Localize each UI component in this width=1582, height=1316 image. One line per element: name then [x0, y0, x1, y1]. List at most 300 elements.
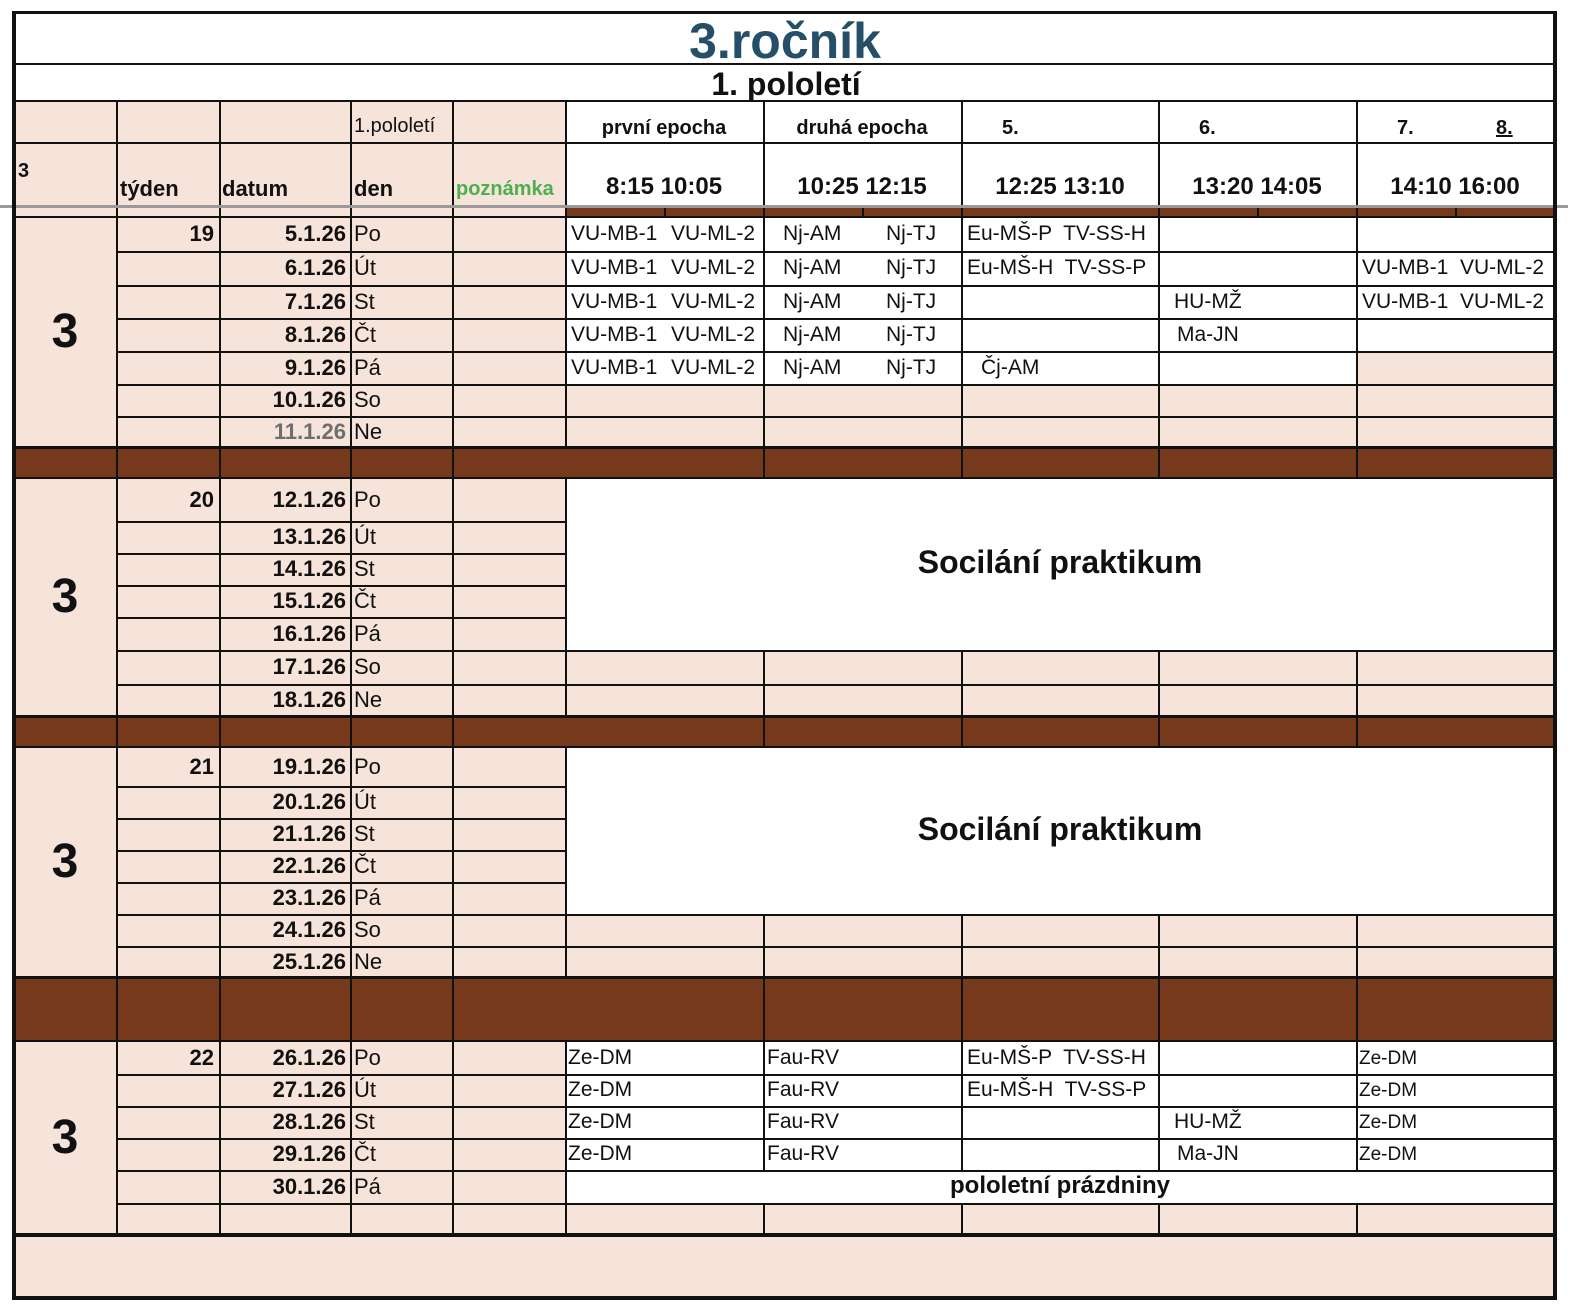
header-col-divider — [961, 101, 963, 217]
header-bottom — [14, 216, 1553, 218]
lesson-epoch2-b: Nj-TJ — [886, 256, 937, 279]
week-class-label: 3 — [51, 835, 79, 888]
lesson-cell — [1356, 318, 1553, 351]
lesson-epoch1: Ze-DM — [568, 1142, 633, 1165]
week-bottom — [14, 446, 1553, 449]
sheet-split-line — [0, 205, 1568, 208]
header-time-2: 10:25 12:15 — [797, 173, 927, 200]
header-time-1: 8:15 10:05 — [605, 173, 723, 200]
row-day: Út — [354, 524, 376, 549]
row-divider — [565, 1106, 1553, 1108]
col-divider — [1158, 1041, 1160, 1074]
col-divider — [350, 478, 352, 716]
col-divider — [1158, 318, 1160, 351]
band-divider — [452, 447, 454, 478]
row-day: So — [354, 654, 381, 679]
col-divider — [565, 251, 567, 285]
band-divider — [961, 447, 963, 478]
header-lesson8: 8. — [1496, 117, 1513, 139]
band-divider — [116, 716, 118, 747]
row-date: 18.1.26 — [272, 687, 346, 712]
lesson-epoch2-b: Nj-TJ — [886, 355, 937, 379]
header-col-divider — [1158, 101, 1160, 217]
lesson-epoch1-a: VU-MB-1 — [571, 355, 658, 379]
row-day: So — [354, 387, 381, 412]
band-divider — [961, 716, 963, 747]
lesson-cell — [1158, 1074, 1356, 1106]
lesson-7-8: Ze-DM — [1359, 1112, 1418, 1133]
col-divider — [763, 1074, 765, 1106]
row-divider — [116, 1106, 565, 1108]
col-divider — [961, 217, 963, 251]
row-day: St — [354, 288, 375, 314]
separator-band — [14, 977, 1553, 1041]
lesson-epoch2: Fau-RV — [767, 1045, 839, 1069]
lesson-epoch1-b: VU-ML-2 — [671, 222, 756, 245]
lesson-epoch2: Fau-RV — [767, 1078, 839, 1101]
col-divider — [961, 1041, 963, 1074]
band-divider — [1158, 716, 1160, 747]
week-class-label: 3 — [51, 570, 79, 623]
row-divider — [116, 1170, 565, 1172]
col-divider — [961, 1074, 963, 1106]
row-divider — [565, 318, 1553, 320]
lesson-epoch2-a: Nj-AM — [783, 355, 842, 379]
header-datum: datum — [222, 176, 288, 201]
row-day: Ne — [354, 687, 383, 712]
col-divider — [763, 318, 765, 351]
col-divider — [961, 416, 963, 447]
col-divider — [565, 650, 567, 684]
header-lesson7: 7. — [1397, 117, 1414, 139]
band-bottom — [14, 477, 1553, 479]
header-col-divider — [1356, 101, 1358, 217]
col-divider — [565, 1074, 567, 1106]
lesson-epoch1-a: VU-MB-1 — [571, 256, 658, 279]
col-divider — [1356, 217, 1358, 251]
row-divider — [565, 1138, 1553, 1140]
border-right — [1553, 11, 1557, 1300]
band-divider — [219, 716, 221, 747]
lesson-epoch1-b: VU-ML-2 — [671, 289, 756, 313]
row-divider — [116, 553, 565, 555]
col-divider — [1158, 684, 1160, 716]
row-day: Ne — [354, 418, 383, 444]
col-divider — [1356, 1106, 1358, 1138]
lesson-5: Eu-MŠ-H TV-SS-P — [967, 1078, 1147, 1101]
row-divider — [116, 1203, 565, 1205]
row-divider — [116, 521, 565, 523]
header-poznamka: poznámka — [456, 178, 554, 200]
row-divider — [565, 416, 1553, 418]
lesson-epoch2-b: Nj-TJ — [886, 322, 937, 346]
row-divider — [565, 946, 1553, 948]
band-divider — [116, 447, 118, 478]
row-day: St — [354, 821, 375, 846]
header-col-divider — [116, 101, 118, 217]
band-divider — [1158, 447, 1160, 478]
band-divider — [1356, 977, 1358, 1041]
lesson-epoch2-a: Nj-AM — [783, 289, 842, 313]
row-day: St — [354, 556, 375, 581]
col-divider — [1158, 914, 1160, 946]
col-divider — [1356, 416, 1358, 447]
row-date: 28.1.26 — [272, 1109, 346, 1134]
col-divider — [1158, 1074, 1160, 1106]
lesson-5: Eu-MŠ-P TV-SS-H — [967, 1045, 1146, 1069]
header-tyden: týden — [120, 176, 179, 201]
band-divider — [1158, 977, 1160, 1041]
row-date: 16.1.26 — [272, 620, 346, 646]
lesson-cell — [1158, 351, 1356, 384]
sheet-title: 3.ročník — [689, 13, 881, 69]
row-day: Pá — [354, 885, 381, 910]
border-bottom — [14, 1296, 1556, 1300]
col-divider — [961, 384, 963, 416]
lesson-epoch2: Fau-RV — [767, 1142, 839, 1165]
lesson-epoch1: Ze-DM — [568, 1045, 633, 1069]
band-divider — [350, 716, 352, 747]
lesson-epoch1-b: VU-ML-2 — [671, 322, 756, 346]
col-divider — [763, 351, 765, 384]
col-divider — [565, 1138, 567, 1170]
band-divider — [1356, 716, 1358, 747]
col-divider — [961, 251, 963, 285]
week-bottom — [14, 715, 1553, 718]
col-divider — [1356, 1074, 1358, 1106]
row-day: Čt — [354, 321, 376, 347]
col-divider — [961, 650, 963, 684]
col-divider — [1158, 650, 1160, 684]
header-lesson5: 5. — [1002, 117, 1019, 139]
separator-band — [14, 447, 1553, 478]
lesson-epoch2-b: Nj-TJ — [886, 289, 937, 313]
col-divider — [565, 1106, 567, 1138]
row-date: 30.1.26 — [272, 1173, 346, 1199]
row-day: Pá — [354, 354, 381, 380]
row-date: 21.1.26 — [272, 821, 346, 846]
band-divider — [219, 977, 221, 1041]
col-divider — [961, 914, 963, 946]
row-divider — [565, 1074, 1553, 1076]
header-col-divider — [763, 101, 765, 217]
lesson-epoch2: Fau-RV — [767, 1110, 839, 1133]
row-divider — [116, 351, 565, 353]
row-day: St — [354, 1109, 375, 1134]
band-divider — [350, 447, 352, 478]
lesson-cell — [1158, 1041, 1356, 1074]
header-col-divider — [350, 101, 352, 217]
lesson-epoch1-b: VU-ML-2 — [671, 256, 756, 279]
band-divider — [763, 716, 765, 747]
row-divider — [565, 684, 1553, 686]
col-divider — [1356, 384, 1358, 416]
col-divider — [1356, 914, 1358, 946]
row-date: 7.1.26 — [284, 288, 346, 314]
header-lesson6: 6. — [1199, 117, 1216, 139]
row-date: 23.1.26 — [272, 885, 346, 910]
row-divider — [116, 684, 565, 686]
col-divider — [1158, 251, 1160, 285]
lesson-cell — [1158, 217, 1356, 251]
row-date: 14.1.26 — [272, 556, 346, 581]
lesson-epoch1-a: VU-MB-1 — [571, 322, 658, 346]
row-day: Po — [354, 753, 381, 779]
col-divider — [1158, 384, 1160, 416]
row-date: 26.1.26 — [272, 1044, 346, 1070]
col-divider — [1158, 946, 1160, 977]
col-divider — [763, 285, 765, 318]
lesson-7-8: VU-MB-1 VU-ML-2 — [1362, 289, 1545, 313]
band-divider — [763, 977, 765, 1041]
band-divider — [452, 716, 454, 747]
col-divider — [565, 351, 567, 384]
lesson-epoch1: Ze-DM — [568, 1110, 633, 1133]
col-divider — [961, 285, 963, 318]
separator-band — [14, 716, 1553, 747]
week-bottom — [14, 976, 1553, 979]
week-number: 21 — [189, 753, 214, 779]
lesson-5: Eu-MŠ-P TV-SS-H — [967, 222, 1146, 245]
row-day: So — [354, 917, 381, 942]
row-divider — [116, 1074, 565, 1076]
row-divider — [565, 1203, 1553, 1205]
footer-top — [14, 1234, 1553, 1237]
lesson-epoch2-a: Nj-AM — [783, 256, 842, 279]
col-divider — [763, 1106, 765, 1138]
header-time-4: 13:20 14:05 — [1192, 173, 1322, 200]
header-col-divider — [219, 101, 221, 217]
row-divider — [116, 318, 565, 320]
row-date: 11.1.26 — [273, 418, 346, 444]
col-divider — [1356, 351, 1358, 384]
col-divider — [1356, 251, 1358, 285]
lesson-cell — [565, 1138, 1158, 1170]
lesson-6: HU-MŽ — [1174, 289, 1242, 313]
col-divider — [1158, 416, 1160, 447]
lesson-7-8: Ze-DM — [1359, 1144, 1418, 1165]
lesson-7-8: VU-MB-1 VU-ML-2 — [1362, 256, 1545, 279]
band-divider — [350, 977, 352, 1041]
row-divider — [116, 850, 565, 852]
row-divider — [116, 285, 565, 287]
col-divider — [763, 1041, 765, 1074]
row-date: 10.1.26 — [272, 387, 346, 412]
col-divider — [1356, 684, 1358, 716]
band-divider — [452, 977, 454, 1041]
col-divider — [219, 478, 221, 716]
col-divider — [452, 478, 454, 716]
week-class-label: 3 — [51, 1110, 79, 1164]
row-divider — [565, 650, 1553, 652]
col-divider — [763, 251, 765, 285]
row-divider — [116, 818, 565, 820]
col-divider — [763, 946, 765, 977]
lesson-5: Eu-MŠ-H TV-SS-P — [967, 256, 1147, 279]
lesson-cell — [1158, 251, 1356, 285]
footer-area — [14, 1236, 1553, 1297]
col-divider — [565, 318, 567, 351]
row-day: Út — [354, 1077, 376, 1102]
col-divider — [763, 1203, 765, 1234]
band-bottom — [14, 746, 1553, 748]
lesson-cell — [1356, 217, 1553, 251]
col-divider — [350, 747, 352, 977]
row-divider — [116, 585, 565, 587]
lesson-6: Ma-JN — [1177, 322, 1239, 346]
header-class-number: 3 — [18, 160, 30, 182]
row-date: 15.1.26 — [272, 588, 346, 613]
col-divider — [565, 914, 567, 946]
lesson-5: Čj-AM — [981, 355, 1040, 379]
holiday-label: pololetní prázdniny — [950, 1171, 1170, 1199]
col-divider — [219, 747, 221, 977]
row-divider — [116, 786, 565, 788]
col-divider — [116, 747, 118, 977]
sheet-subtitle: 1. pololetí — [711, 66, 861, 102]
col-divider — [565, 217, 567, 251]
row-date: 19.1.26 — [272, 753, 346, 779]
lesson-7-8: Ze-DM — [1359, 1080, 1418, 1101]
col-divider — [763, 416, 765, 447]
lesson-epoch2-a: Nj-AM — [783, 322, 842, 346]
col-divider — [452, 747, 454, 977]
lesson-epoch1-b: VU-ML-2 — [671, 355, 756, 379]
row-day: Čt — [354, 588, 376, 613]
row-day: Pá — [354, 620, 381, 646]
band-divider — [219, 447, 221, 478]
col-divider — [763, 914, 765, 946]
lesson-epoch1-a: VU-MB-1 — [571, 222, 658, 245]
row-date: 13.1.26 — [272, 524, 346, 549]
row-date: 29.1.26 — [272, 1141, 346, 1166]
col-divider — [565, 384, 567, 416]
row-date: 9.1.26 — [284, 354, 346, 380]
row-day: Út — [354, 789, 376, 814]
lesson-6: HU-MŽ — [1174, 1110, 1242, 1133]
col-divider — [1356, 1041, 1358, 1074]
banner-label: Socilání praktikum — [917, 810, 1203, 847]
col-divider — [961, 1138, 963, 1170]
col-divider — [961, 1106, 963, 1138]
col-divider — [565, 1041, 567, 1074]
col-divider — [961, 351, 963, 384]
row-day: Út — [354, 255, 376, 280]
row-divider — [116, 1138, 565, 1140]
row-day: Čt — [354, 853, 376, 878]
header-epoch1: první epocha — [601, 117, 727, 139]
lesson-epoch2-b: Nj-TJ — [886, 222, 937, 245]
col-divider — [763, 217, 765, 251]
row-divider — [565, 384, 1553, 386]
header-epoch2: druhá epocha — [796, 117, 928, 139]
col-divider — [565, 478, 567, 650]
row-day: Čt — [354, 1141, 376, 1166]
band-divider — [1356, 447, 1358, 478]
row-date: 8.1.26 — [284, 321, 346, 347]
row-divider — [565, 914, 1553, 916]
row-date: 6.1.26 — [284, 255, 346, 280]
row-divider — [565, 251, 1553, 253]
col-divider — [565, 747, 567, 914]
header-col-divider — [565, 101, 567, 217]
row-day: Ne — [354, 948, 383, 974]
row-day: Po — [354, 221, 381, 246]
row-date: 27.1.26 — [272, 1077, 346, 1102]
row-divider — [116, 650, 565, 652]
header-row-divider — [14, 142, 1553, 144]
col-divider — [961, 1203, 963, 1234]
col-divider — [116, 478, 118, 716]
col-divider — [1158, 1106, 1160, 1138]
col-divider — [565, 1203, 567, 1234]
col-divider — [1356, 318, 1358, 351]
lesson-epoch2-a: Nj-AM — [783, 222, 842, 245]
row-date: 12.1.26 — [272, 486, 346, 512]
col-divider — [1356, 650, 1358, 684]
row-date: 20.1.26 — [272, 789, 346, 814]
lesson-7-8: Ze-DM — [1359, 1047, 1418, 1069]
row-divider — [116, 251, 565, 253]
banner-label: Socilání praktikum — [917, 544, 1203, 580]
band-bottom — [14, 1040, 1553, 1042]
row-divider — [565, 351, 1553, 353]
col-divider — [565, 1170, 567, 1203]
row-date: 24.1.26 — [272, 917, 346, 942]
row-date: 22.1.26 — [272, 853, 346, 878]
col-divider — [565, 946, 567, 977]
band-divider — [763, 447, 765, 478]
col-divider — [1356, 946, 1358, 977]
week-number: 19 — [189, 221, 214, 246]
col-divider — [763, 650, 765, 684]
row-day: Po — [354, 486, 381, 512]
col-divider — [1356, 1138, 1358, 1170]
row-divider — [116, 617, 565, 619]
col-divider — [961, 684, 963, 716]
col-divider — [1158, 1138, 1160, 1170]
row-day: Pá — [354, 1173, 381, 1199]
col-divider — [763, 684, 765, 716]
border-left — [12, 11, 16, 1300]
row-date: 17.1.26 — [272, 654, 346, 679]
header-col-divider — [452, 101, 454, 217]
col-divider — [1158, 217, 1160, 251]
week-class-label: 3 — [51, 305, 79, 358]
header-den-label: 1.pololetí — [354, 115, 436, 137]
row-day: Po — [354, 1044, 381, 1070]
week-number: 20 — [189, 486, 214, 512]
col-divider — [1158, 351, 1160, 384]
band-divider — [116, 977, 118, 1041]
header-den: den — [354, 176, 394, 201]
lesson-6: Ma-JN — [1177, 1142, 1239, 1165]
lesson-epoch1: Ze-DM — [568, 1078, 633, 1101]
col-divider — [1158, 1203, 1160, 1234]
lesson-cell — [565, 1106, 1158, 1138]
lesson-epoch1-a: VU-MB-1 — [571, 289, 658, 313]
col-divider — [1356, 1203, 1358, 1234]
col-divider — [961, 946, 963, 977]
col-divider — [1158, 285, 1160, 318]
row-divider — [116, 882, 565, 884]
col-divider — [565, 285, 567, 318]
row-date: 25.1.26 — [272, 948, 346, 974]
row-divider — [116, 914, 565, 916]
col-divider — [961, 318, 963, 351]
header-time-5: 14:10 16:00 — [1390, 173, 1520, 200]
week-number: 22 — [189, 1044, 214, 1070]
